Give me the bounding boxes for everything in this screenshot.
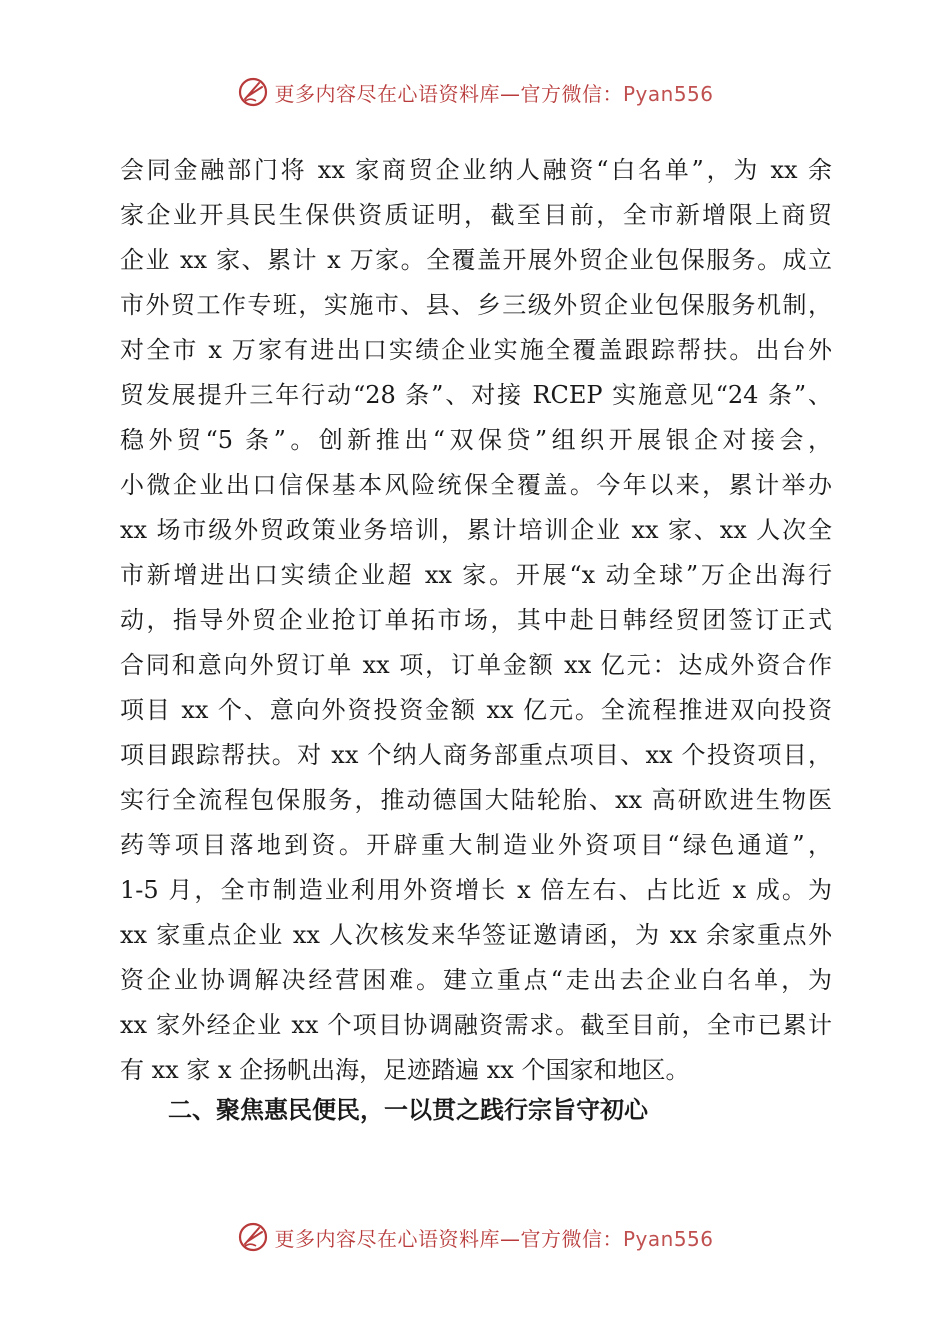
wechat-account: Pyan556 bbox=[622, 1226, 714, 1251]
banner-text: 更多内容尽在心语资料库—官方微信：Pyan556 bbox=[274, 81, 714, 106]
paragraph-line: 贸发展提升三年行动“28 条”、对接 RCEP 实施意见“24 条”、 bbox=[120, 381, 832, 409]
wechat-account: Pyan556 bbox=[622, 81, 714, 106]
paragraph-line: 会同金融部门将 xx 家商贸企业纳人融资“白名单”，为 xx 余 bbox=[120, 156, 832, 184]
paragraph-line: 有 xx 家 x 企扬帆出海，足迹踏遍 xx 个国家和地区。 bbox=[120, 1056, 690, 1084]
paragraph-line: 项目跟踪帮扶。对 xx 个纳人商务部重点项目、xx 个投资项目， bbox=[120, 741, 832, 769]
brand-logo-icon bbox=[236, 1220, 270, 1254]
paragraph-line: 稳外贸“5 条”。创新推出“双保贷”组织开展银企对接会， bbox=[120, 426, 832, 454]
body-paragraph bbox=[120, 148, 832, 1093]
footer-banner bbox=[0, 1217, 950, 1257]
paragraph-line: 药等项目落地到资。开辟重大制造业外资项目“绿色通道”， bbox=[120, 831, 832, 859]
paragraph-line: 家企业开具民生保供资质证明，截至目前，全市新增限上商贸 bbox=[120, 201, 832, 229]
paragraph-line: 资企业协调解决经营困难。建立重点“走出去企业白名单，为 bbox=[120, 966, 832, 994]
paragraph-line: 对全市 x 万家有进出口实绩企业实施全覆盖跟踪帮扶。出台外 bbox=[120, 336, 832, 364]
paragraph-line: 合同和意向外贸订单 xx 项，订单金额 xx 亿元：达成外资合作 bbox=[120, 651, 832, 679]
paragraph-line: 企业 xx 家、累计 x 万家。全覆盖开展外贸企业包保服务。成立 bbox=[120, 246, 832, 274]
section-heading: 二、聚焦惠民便民，一以贯之践行宗旨守初心 bbox=[168, 1096, 648, 1124]
paragraph-line: xx 场市级外贸政策业务培训，累计培训企业 xx 家、xx 人次全 bbox=[120, 516, 832, 544]
paragraph-line: xx 家重点企业 xx 人次核发来华签证邀请函，为 xx 余家重点外 bbox=[120, 921, 832, 949]
paragraph-line: 项目 xx 个、意向外资投资金额 xx 亿元。全流程推进双向投资 bbox=[120, 696, 832, 724]
banner-text: 更多内容尽在心语资料库—官方微信：Pyan556 bbox=[274, 1226, 714, 1251]
paragraph-line: 动，指导外贸企业抢订单拓市场，其中赴日韩经贸团签订正式 bbox=[120, 606, 832, 634]
paragraph-line: xx 家外经企业 xx 个项目协调融资需求。截至目前，全市已累计 bbox=[120, 1011, 832, 1039]
paragraph-line: 市新增进出口实绩企业超 xx 家。开展“x 动全球”万企出海行 bbox=[120, 561, 832, 589]
paragraph-line: 小微企业出口信保基本风险统保全覆盖。今年以来，累计举办 bbox=[120, 471, 832, 499]
paragraph-line: 1-5 月，全市制造业利用外资增长 x 倍左右、占比近 x 成。为 bbox=[120, 876, 832, 904]
brand-logo-icon bbox=[236, 75, 270, 109]
paragraph-line: 实行全流程包保服务，推动德国大陆轮胎、xx 高研欧进生物医 bbox=[120, 786, 832, 814]
paragraph-line: 市外贸工作专班，实施市、县、乡三级外贸企业包保服务机制， bbox=[120, 291, 832, 319]
header-banner bbox=[0, 72, 950, 112]
